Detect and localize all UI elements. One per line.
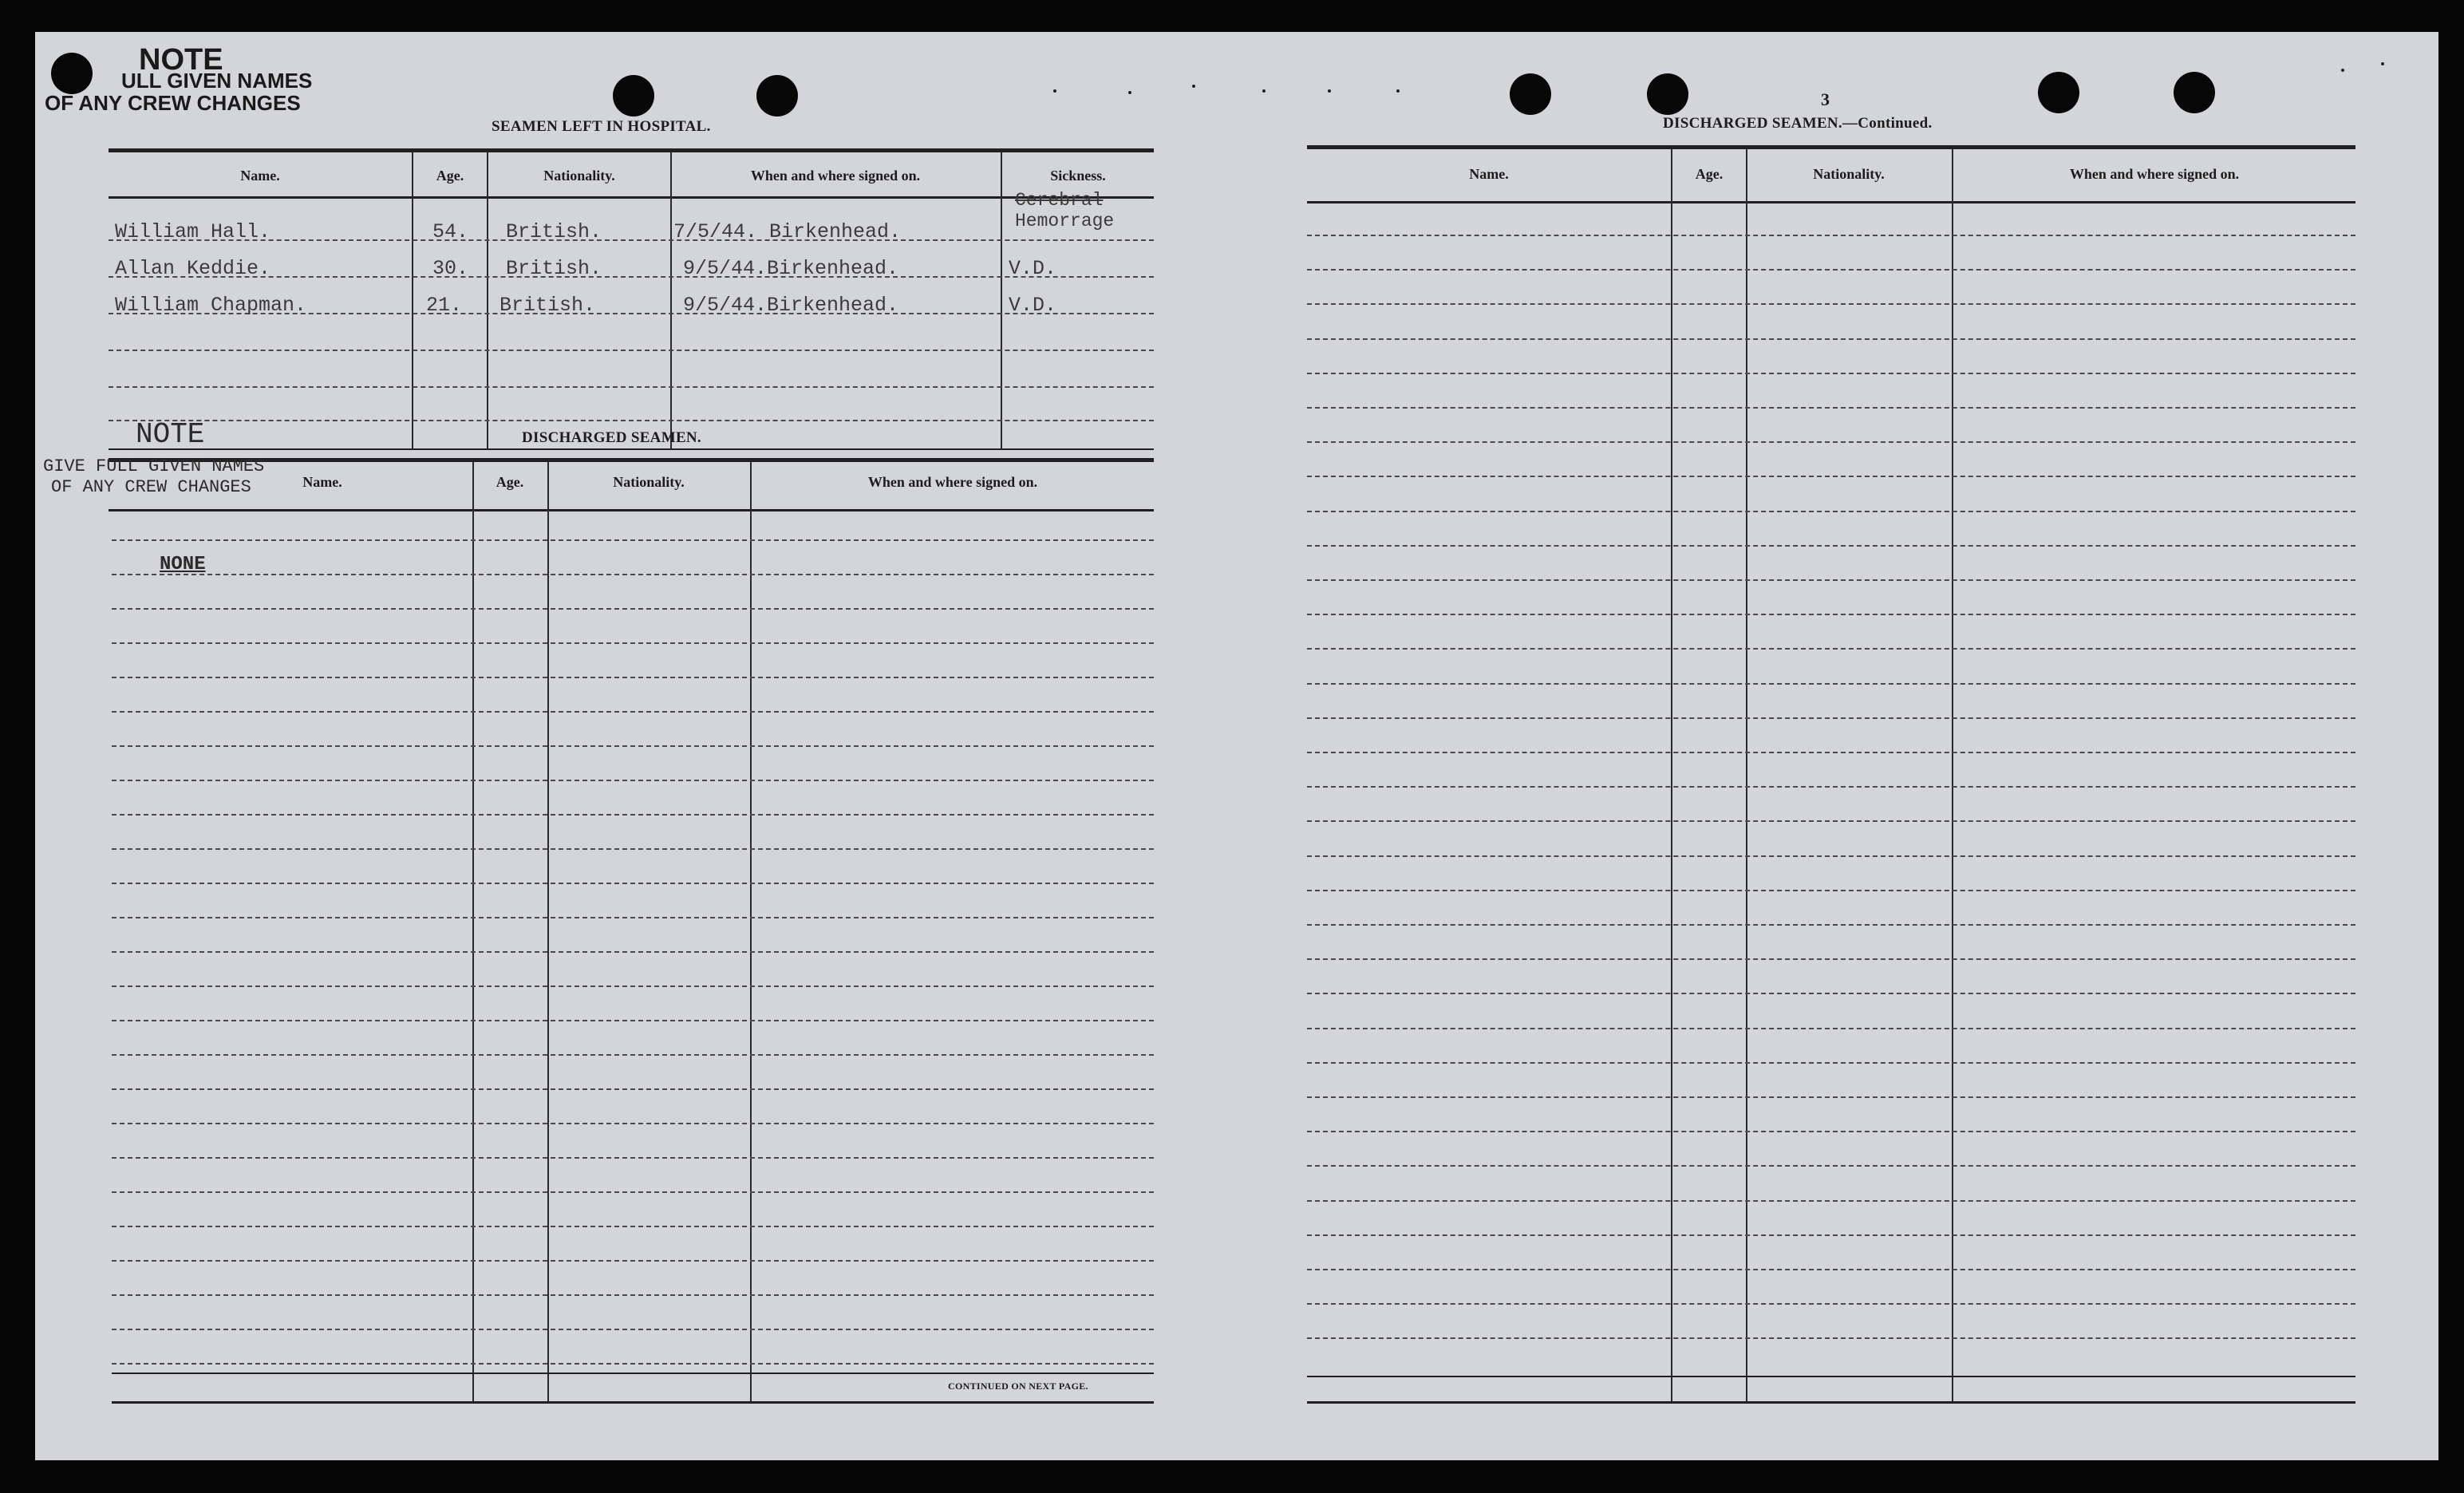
note-stamp-title: NOTE [139,43,223,77]
column-divider [412,152,413,450]
row-rule [1307,1062,2355,1064]
hospital-row-3-nationality: British. [500,294,596,317]
rule [112,1373,1154,1374]
row-rule [1307,958,2355,960]
column-divider [1671,148,1672,1403]
row-rule [1307,683,2355,685]
speck [2381,62,2384,65]
column-divider [750,461,752,1403]
row-rule [112,1260,1154,1262]
row-rule [1307,993,2355,994]
speck [1128,91,1131,94]
row-rule [112,677,1154,678]
speck [1262,89,1266,93]
note-stamp-line1: ULL GIVEN NAMES [121,69,313,93]
row-rule [112,539,1154,541]
hospital-row-1-age: 54. [432,220,469,243]
row-rule [1307,786,2355,788]
row-rule [112,608,1154,610]
discharged-header-name: Name. [302,474,342,490]
column-divider [670,152,672,450]
row-rule [1307,235,2355,236]
punch-hole [2174,72,2215,113]
row-rule [1307,855,2355,857]
row-rule [112,1363,1154,1365]
row-rule [112,1226,1154,1227]
punch-hole [1510,73,1551,115]
row-rule [112,1329,1154,1330]
row-rule [1307,303,2355,305]
column-divider [1746,148,1747,1403]
row-rule [1307,1096,2355,1098]
punch-hole [613,75,654,117]
row-rule [1307,1234,2355,1236]
note-stamp-2-line2: OF ANY CREW CHANGES [51,477,251,497]
row-rule [1307,1200,2355,1202]
speck [2341,69,2344,72]
speck [1053,89,1056,93]
punch-hole [51,53,93,94]
discharged-header-age: Age. [496,474,524,490]
discharged-title: DISCHARGED SEAMEN. [522,429,701,446]
row-rule [1307,1269,2355,1270]
row-rule [1307,476,2355,477]
column-divider [487,152,488,450]
rule [109,509,1154,511]
hospital-row-2-nationality: British. [506,257,602,280]
row-rule [112,1020,1154,1021]
row-rule [1307,924,2355,926]
row-rule [1307,890,2355,891]
row-rule [112,711,1154,713]
page-number: 3 [1821,89,1830,109]
rule [1307,201,2355,203]
rule [109,448,1154,450]
row-rule [112,951,1154,953]
row-rule [112,745,1154,747]
row-rule [1307,269,2355,271]
row-rule [1307,579,2355,581]
row-rule [112,814,1154,816]
column-divider [472,461,474,1403]
hospital-row-1-sickness-2: Hemorrage [1015,211,1115,231]
row-rule [112,574,1154,575]
hospital-header-nationality: Nationality. [543,168,615,184]
row-rule [112,917,1154,918]
punch-hole [1647,73,1688,115]
hospital-row-2-age: 30. [432,257,469,280]
row-rule [1307,545,2355,547]
rule [1307,1401,2355,1404]
discharged-header-signed: When and where signed on. [867,474,1038,490]
row-rule [109,386,1154,388]
discharged-continued-title: DISCHARGED SEAMEN.—Continued. [1663,115,1933,132]
row-rule [112,985,1154,987]
hospital-row-3-age: 21. [426,294,463,317]
speck [1328,89,1331,93]
row-rule [112,642,1154,644]
row-rule [1307,338,2355,340]
row-rule [1307,1028,2355,1029]
speck [1396,89,1400,93]
row-rule [112,883,1154,884]
hospital-row-2-sickness: V.D. [1009,257,1057,280]
continued-header-name: Name. [1469,166,1509,182]
row-rule [1307,373,2355,374]
row-rule [1307,752,2355,753]
hospital-row-1-name: William Hall. [115,220,271,243]
hospital-row-3-name: William Chapman. [115,294,307,317]
rule [1307,145,2355,149]
hospital-row-1-nationality: British. [506,220,602,243]
continued-footer: CONTINUED ON NEXT PAGE. [948,1380,1088,1392]
row-rule [112,1294,1154,1296]
form-sheet [35,32,2438,1460]
row-rule [1307,614,2355,615]
hospital-row-2-name: Allan Keddie. [115,257,271,280]
rule [112,1401,1154,1404]
rule [109,458,1154,462]
rule [1307,1376,2355,1377]
hospital-row-1-sickness: Cerebral [1015,190,1104,211]
column-divider [1952,148,1953,1403]
hospital-header-signed: When and where signed on. [750,168,921,184]
punch-hole [756,75,798,117]
row-rule [1307,717,2355,719]
hospital-header-name: Name. [240,168,280,184]
column-divider [547,461,549,1403]
row-rule [1307,511,2355,512]
row-rule [1307,1131,2355,1132]
note-stamp-2-title: NOTE [136,418,205,451]
row-rule [112,1054,1154,1056]
row-rule [1307,1337,2355,1339]
hospital-title: SEAMEN LEFT IN HOSPITAL. [492,118,711,135]
row-rule [112,848,1154,850]
row-rule [112,1123,1154,1124]
row-rule [1307,1303,2355,1305]
row-rule [1307,441,2355,443]
speck [1192,85,1195,88]
continued-header-nationality: Nationality. [1813,166,1885,182]
row-rule [109,350,1154,351]
hospital-row-2-signed: 9/5/44.Birkenhead. [683,257,899,280]
row-rule [1307,1165,2355,1167]
hospital-row-3-signed: 9/5/44.Birkenhead. [683,294,899,317]
row-rule [1307,820,2355,822]
continued-header-age: Age. [1695,166,1724,182]
column-divider [1001,152,1002,450]
continued-header-signed: When and where signed on. [2069,166,2240,182]
rule [109,196,1154,199]
note-stamp-2-line1: GIVE FULL GIVEN NAMES [43,456,265,476]
rule [109,148,1154,152]
discharged-entry-none: NONE [160,554,206,575]
row-rule [112,1191,1154,1193]
row-rule [112,1157,1154,1159]
row-rule [112,780,1154,781]
hospital-header-sickness: Sickness. [1050,168,1106,184]
hospital-row-3-sickness: V.D. [1009,294,1057,317]
punch-hole [2038,72,2079,113]
hospital-row-1-signed: 7/5/44. Birkenhead. [673,220,902,243]
row-rule [112,1088,1154,1090]
discharged-header-nationality: Nationality. [613,474,685,490]
row-rule [1307,407,2355,409]
row-rule [109,420,1154,421]
row-rule [1307,648,2355,650]
note-stamp-line2: OF ANY CREW CHANGES [45,91,301,115]
hospital-header-age: Age. [436,168,464,184]
